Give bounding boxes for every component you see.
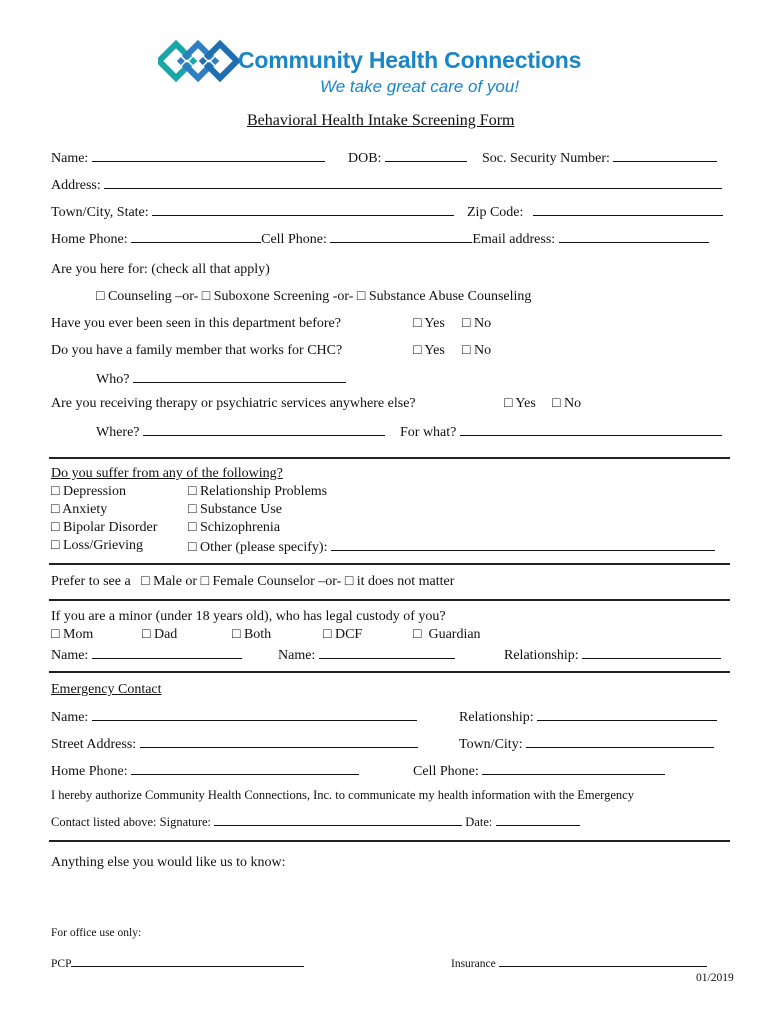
condition-anxiety[interactable]: □ Anxiety — [51, 502, 108, 517]
dob-field[interactable] — [385, 149, 467, 162]
email-label: Email address: — [472, 232, 556, 247]
ssn-field[interactable] — [613, 149, 717, 162]
seen-before-question: Have you ever been seen in this department before? — [51, 316, 341, 331]
name-label: Name: — [51, 151, 89, 166]
phone-row — [51, 230, 709, 248]
family-member-question: Do you have a family member that works for CHC? — [51, 343, 343, 358]
condition-other-field[interactable] — [331, 538, 715, 551]
tagline: We take great care of you! — [320, 77, 520, 96]
anything-else-label: Anything else you would like us to know: — [51, 855, 286, 870]
custody-dcf[interactable]: □ DCF — [323, 627, 363, 642]
for-what-label: For what? — [400, 425, 457, 440]
ec-home-phone-label: Home Phone: — [51, 764, 128, 779]
who-label: Who? — [96, 372, 130, 387]
minor-name2-row — [278, 646, 455, 664]
authorization-text: I hereby authorize Community Health Connections, Inc. to communicate my health information with the Emergency — [51, 788, 634, 802]
pcp-field[interactable] — [71, 956, 304, 967]
insurance-field[interactable] — [499, 956, 707, 967]
minor-relationship-row — [504, 646, 721, 664]
form-title: Behavioral Health Intake Screening Form — [247, 112, 515, 129]
home-phone-label: Home Phone: — [51, 232, 128, 247]
minor-name2-field[interactable] — [319, 646, 455, 659]
minor-name1-field[interactable] — [92, 646, 242, 659]
ec-town-label: Town/City: — [459, 737, 523, 752]
date-field[interactable] — [496, 813, 580, 826]
email-field[interactable] — [559, 230, 709, 243]
condition-other[interactable] — [188, 538, 715, 556]
divider — [49, 599, 730, 601]
family-member-yes[interactable]: □ Yes — [413, 343, 445, 358]
condition-schizophrenia[interactable]: □ Schizophrenia — [188, 520, 281, 535]
who-row — [96, 370, 346, 388]
seen-before-no[interactable]: □ No — [462, 316, 492, 331]
ec-name-row — [51, 708, 417, 726]
ec-home-phone-field[interactable] — [131, 762, 359, 775]
town-label: Town/City, State: — [51, 205, 149, 220]
divider — [49, 840, 730, 842]
address-label: Address: — [51, 178, 101, 193]
signature-field[interactable] — [214, 813, 462, 826]
pcp-row — [51, 956, 304, 970]
conditions-heading: Do you suffer from any of the following? — [51, 466, 283, 481]
minor-relationship-label: Relationship: — [504, 648, 579, 663]
zip-label: Zip Code: — [467, 205, 524, 220]
ec-town-row — [459, 735, 714, 753]
visit-options[interactable]: □ Counseling –or- □ Suboxone Screening -or- □ Substance Abuse Counseling — [96, 289, 532, 304]
org-name: Community Health Connections — [238, 47, 582, 73]
custody-dad[interactable]: □ Dad — [142, 627, 178, 642]
condition-relationship[interactable]: □ Relationship Problems — [188, 484, 328, 499]
ec-relationship-row — [459, 708, 717, 726]
custody-mom[interactable]: □ Mom — [51, 627, 94, 642]
divider — [49, 563, 730, 565]
ssn-row — [482, 149, 717, 167]
address-row — [51, 176, 722, 194]
minor-relationship-field[interactable] — [582, 646, 721, 659]
ec-town-field[interactable] — [526, 735, 714, 748]
signature-row — [51, 813, 580, 830]
who-field[interactable] — [133, 370, 346, 383]
logo — [158, 40, 240, 86]
insurance-row — [451, 956, 707, 970]
address-field[interactable] — [104, 176, 722, 189]
therapy-question: Are you receiving therapy or psychiatric services anywhere else? — [51, 396, 416, 411]
minor-name1-label: Name: — [51, 648, 89, 663]
emergency-heading: Emergency Contact — [51, 682, 162, 697]
custody-both[interactable]: □ Both — [232, 627, 272, 642]
ec-cell-phone-row — [413, 762, 665, 780]
for-what-field[interactable] — [460, 423, 722, 436]
revision-date: 01/2019 — [696, 972, 734, 984]
cell-phone-label: Cell Phone: — [261, 232, 327, 247]
minor-name2-label: Name: — [278, 648, 316, 663]
where-row — [96, 423, 385, 441]
ec-name-field[interactable] — [92, 708, 417, 721]
condition-other-label: □ Other (please specify): — [188, 540, 328, 555]
dob-row — [348, 149, 467, 167]
ec-relationship-field[interactable] — [537, 708, 717, 721]
home-phone-field[interactable] — [131, 230, 261, 243]
where-field[interactable] — [143, 423, 385, 436]
counselor-preference[interactable]: Prefer to see a □ Male or □ Female Counselor –or- □ it does not matter — [51, 574, 455, 589]
therapy-no[interactable]: □ No — [552, 396, 582, 411]
date-label: Date: — [465, 815, 493, 829]
condition-depression[interactable]: □ Depression — [51, 484, 126, 499]
divider — [49, 671, 730, 673]
name-row — [51, 149, 325, 167]
ec-street-row — [51, 735, 418, 753]
signature-label: Contact listed above: Signature: — [51, 815, 212, 829]
anything-else-area[interactable] — [51, 875, 730, 920]
ec-street-label: Street Address: — [51, 737, 137, 752]
condition-loss[interactable]: □ Loss/Grieving — [51, 538, 144, 553]
ec-home-phone-row — [51, 762, 359, 780]
divider — [49, 457, 730, 459]
name-field[interactable] — [92, 149, 325, 162]
ssn-label: Soc. Security Number: — [482, 151, 610, 166]
pcp-label: PCP — [51, 958, 72, 970]
ec-cell-phone-field[interactable] — [482, 762, 665, 775]
insurance-label: Insurance — [451, 958, 496, 970]
dob-label: DOB: — [348, 151, 382, 166]
cell-phone-field[interactable] — [330, 230, 472, 243]
zip-field[interactable] — [533, 203, 723, 216]
town-field[interactable] — [152, 203, 454, 216]
for-what-row — [400, 423, 722, 441]
logo-diamonds-icon — [158, 40, 240, 86]
family-member-no[interactable]: □ No — [462, 343, 492, 358]
minor-question: If you are a minor (under 18 years old), who has legal custody of you? — [51, 609, 446, 624]
seen-before-yes[interactable]: □ Yes — [413, 316, 445, 331]
visit-question: Are you here for: (check all that apply) — [51, 262, 270, 277]
condition-bipolar[interactable]: □ Bipolar Disorder — [51, 520, 158, 535]
ec-name-label: Name: — [51, 710, 89, 725]
where-label: Where? — [96, 425, 140, 440]
office-use-label: For office use only: — [51, 927, 142, 939]
minor-name1-row — [51, 646, 242, 664]
ec-cell-phone-label: Cell Phone: — [413, 764, 479, 779]
therapy-yes[interactable]: □ Yes — [504, 396, 536, 411]
zip-row — [467, 203, 723, 221]
ec-relationship-label: Relationship: — [459, 710, 534, 725]
condition-substance[interactable]: □ Substance Use — [188, 502, 282, 517]
custody-guardian[interactable]: □ Guardian — [413, 627, 481, 642]
ec-street-field[interactable] — [140, 735, 418, 748]
town-row — [51, 203, 454, 221]
